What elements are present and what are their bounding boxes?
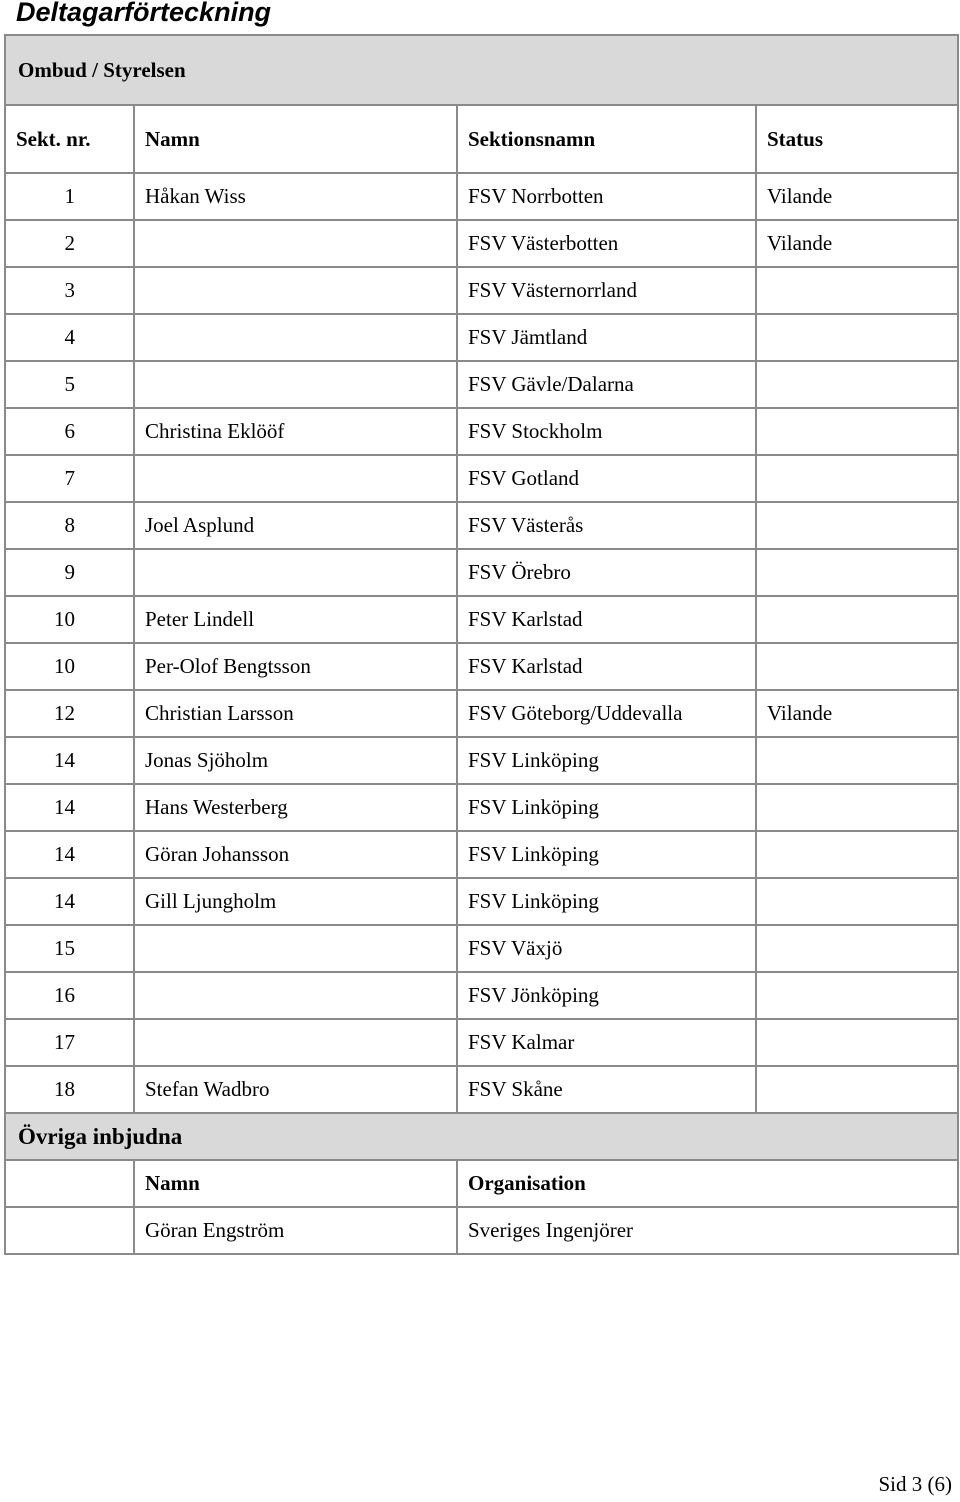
- cell-name: Göran Engström: [134, 1207, 457, 1254]
- cell-section-number: 2: [5, 220, 134, 267]
- cell-section-number: 9: [5, 549, 134, 596]
- cell-section-number: 10: [5, 596, 134, 643]
- column-header-status: Status: [756, 105, 958, 173]
- column-header-name: Namn: [134, 1160, 457, 1207]
- invited-row: [5, 1207, 958, 1254]
- cell-name: Stefan Wadbro: [134, 1066, 457, 1113]
- participant-row: [5, 925, 958, 972]
- cell-status: [756, 784, 958, 831]
- participant-row: [5, 878, 958, 925]
- cell-section-name: FSV Gotland: [457, 455, 756, 502]
- participant-row: [5, 643, 958, 690]
- cell-section-name: FSV Skåne: [457, 1066, 756, 1113]
- cell-status: [756, 925, 958, 972]
- section-header-row: [5, 1113, 958, 1160]
- cell-name: [134, 549, 457, 596]
- cell-name: Christian Larsson: [134, 690, 457, 737]
- participant-table-body: [5, 35, 958, 1254]
- cell-name: [134, 361, 457, 408]
- cell-section-number: 14: [5, 878, 134, 925]
- cell-section-name: FSV Gävle/Dalarna: [457, 361, 756, 408]
- cell-section-name: FSV Växjö: [457, 925, 756, 972]
- cell-name: Göran Johansson: [134, 831, 457, 878]
- cell-section-number: 15: [5, 925, 134, 972]
- cell-section-name: FSV Norrbotten: [457, 173, 756, 220]
- cell-section-number: 7: [5, 455, 134, 502]
- cell-name: Christina Eklööf: [134, 408, 457, 455]
- cell-section-number: 10: [5, 643, 134, 690]
- cell-status: [756, 831, 958, 878]
- cell-name: Hans Westerberg: [134, 784, 457, 831]
- participant-row: [5, 784, 958, 831]
- cell-name: [134, 220, 457, 267]
- cell-section-name: FSV Göteborg/Uddevalla: [457, 690, 756, 737]
- participant-row: [5, 455, 958, 502]
- cell-section-number: 6: [5, 408, 134, 455]
- cell-section-name: FSV Västerbotten: [457, 220, 756, 267]
- cell-name: Håkan Wiss: [134, 173, 457, 220]
- cell-section-name: FSV Karlstad: [457, 643, 756, 690]
- cell-section-name: FSV Västernorrland: [457, 267, 756, 314]
- column-header-row: [5, 1160, 958, 1207]
- column-header-blank: [5, 1160, 134, 1207]
- cell-status: Vilande: [756, 173, 958, 220]
- section-header-row: [5, 35, 958, 105]
- cell-section-number: 1: [5, 173, 134, 220]
- cell-section-number: 14: [5, 737, 134, 784]
- column-header-section-number: Sekt. nr.: [5, 105, 134, 173]
- cell-section-name: FSV Linköping: [457, 784, 756, 831]
- cell-section-name: FSV Stockholm: [457, 408, 756, 455]
- cell-status: [756, 314, 958, 361]
- cell-section-name: FSV Kalmar: [457, 1019, 756, 1066]
- cell-section-number: 8: [5, 502, 134, 549]
- cell-name: [134, 972, 457, 1019]
- participant-row: [5, 267, 958, 314]
- cell-name: Joel Asplund: [134, 502, 457, 549]
- column-header-name: Namn: [134, 105, 457, 173]
- column-header-organisation: Organisation: [457, 1160, 958, 1207]
- cell-section-name: FSV Karlstad: [457, 596, 756, 643]
- cell-section-number: 5: [5, 361, 134, 408]
- cell-name: [134, 267, 457, 314]
- participant-row: [5, 737, 958, 784]
- participant-row: [5, 361, 958, 408]
- cell-status: [756, 455, 958, 502]
- section-title-delegates: Ombud / Styrelsen: [5, 35, 958, 105]
- cell-status: [756, 1019, 958, 1066]
- cell-section-name: FSV Linköping: [457, 878, 756, 925]
- cell-section-number: 14: [5, 784, 134, 831]
- cell-section-number: 16: [5, 972, 134, 1019]
- participant-row: [5, 173, 958, 220]
- cell-section-name: FSV Örebro: [457, 549, 756, 596]
- cell-section-number: 4: [5, 314, 134, 361]
- cell-section-name: FSV Jämtland: [457, 314, 756, 361]
- cell-status: [756, 549, 958, 596]
- page-number: Sid 3 (6): [878, 1472, 952, 1496]
- cell-section-name: FSV Linköping: [457, 831, 756, 878]
- participant-row: [5, 314, 958, 361]
- participant-row: [5, 549, 958, 596]
- participant-row: [5, 1066, 958, 1113]
- cell-name: [134, 1019, 457, 1066]
- participant-row: [5, 690, 958, 737]
- cell-blank: [5, 1207, 134, 1254]
- cell-name: Jonas Sjöholm: [134, 737, 457, 784]
- cell-section-number: 14: [5, 831, 134, 878]
- cell-status: [756, 737, 958, 784]
- participant-row: [5, 596, 958, 643]
- cell-status: Vilande: [756, 220, 958, 267]
- cell-status: [756, 878, 958, 925]
- participant-row: [5, 502, 958, 549]
- cell-name: [134, 314, 457, 361]
- participant-row: [5, 972, 958, 1019]
- cell-status: [756, 267, 958, 314]
- cell-name: Peter Lindell: [134, 596, 457, 643]
- participant-row: [5, 1019, 958, 1066]
- cell-name: Per-Olof Bengtsson: [134, 643, 457, 690]
- column-header-row: [5, 105, 958, 173]
- document-title: Deltagarförteckning: [16, 0, 272, 27]
- cell-status: [756, 408, 958, 455]
- cell-section-name: FSV Jönköping: [457, 972, 756, 1019]
- column-header-section-name: Sektionsnamn: [457, 105, 756, 173]
- cell-name: [134, 455, 457, 502]
- cell-name: [134, 925, 457, 972]
- cell-section-name: FSV Linköping: [457, 737, 756, 784]
- participant-row: [5, 220, 958, 267]
- cell-section-name: FSV Västerås: [457, 502, 756, 549]
- cell-section-number: 18: [5, 1066, 134, 1113]
- cell-name: Gill Ljungholm: [134, 878, 457, 925]
- cell-status: [756, 596, 958, 643]
- section-title-other-invited: Övriga inbjudna: [5, 1113, 958, 1160]
- cell-status: [756, 361, 958, 408]
- cell-status: Vilande: [756, 690, 958, 737]
- cell-status: [756, 972, 958, 1019]
- participant-row: [5, 831, 958, 878]
- cell-status: [756, 643, 958, 690]
- participant-row: [5, 408, 958, 455]
- cell-status: [756, 1066, 958, 1113]
- cell-section-number: 12: [5, 690, 134, 737]
- cell-organisation: Sveriges Ingenjörer: [457, 1207, 958, 1254]
- cell-status: [756, 502, 958, 549]
- cell-section-number: 3: [5, 267, 134, 314]
- cell-section-number: 17: [5, 1019, 134, 1066]
- participant-table: [4, 34, 959, 1255]
